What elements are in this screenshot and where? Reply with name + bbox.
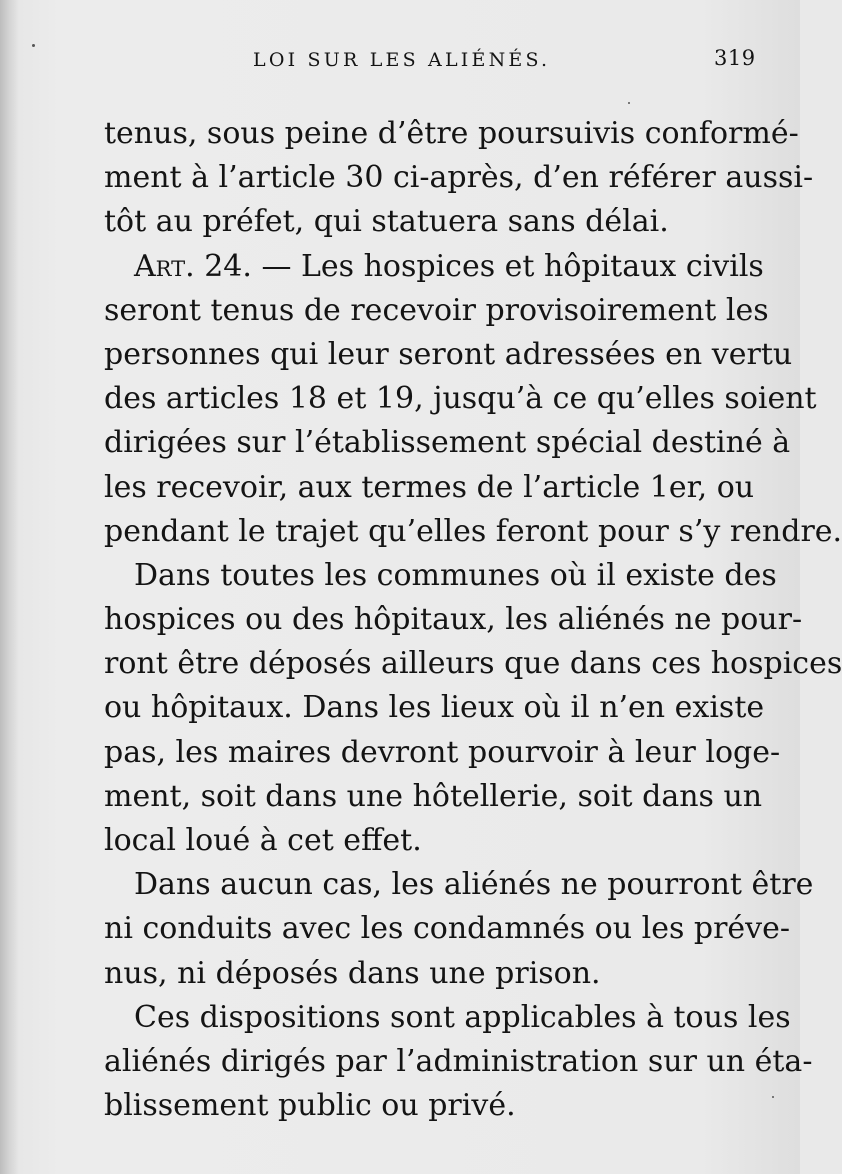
text-line: les recevoir, aux termes de l’article 1er, ou [104,469,755,505]
text-line: ment à l’article 30 ci-après, d’en référer aussi- [104,160,814,196]
paper-speck [628,102,630,104]
text-line: aliénés dirigés par l’administration sur un éta- [104,1043,813,1079]
paper-speck [32,44,35,47]
article-heading-text: 24. — Les hospices et hôpitaux civils [194,248,764,284]
running-title: LOI SUR LES ALIÉNÉS. [253,49,551,71]
text-line: Dans aucun cas, les aliénés ne pourront être [134,867,814,903]
text-line: des articles 18 et 19, jusqu’à ce qu’elles soient [104,381,817,417]
text-line: ou hôpitaux. Dans les lieux où il n’en existe [104,690,765,726]
text-line: pas, les maires devront pourvoir à leur loge- [104,734,781,770]
text-line: ront être déposés ailleurs que dans ces hospices [104,646,842,682]
page-number: 319 [714,46,756,70]
text-line: dirigées sur l’établissement spécial destiné à [104,425,791,461]
page-gutter-shadow [0,0,18,1174]
text-line: blissement public ou privé. [104,1088,516,1124]
text-line: ment, soit dans une hôtellerie, soit dans un [104,778,763,814]
text-line: Dans toutes les communes où il existe des [134,557,777,593]
text-line: tôt au préfet, qui statuera sans délai. [104,204,669,240]
page-text [104,112,842,1128]
article-label: Art. [134,248,195,284]
text-line: personnes qui leur seront adressées en vertu [104,336,793,372]
text-line: Ces dispositions sont applicables à tous les [134,999,791,1035]
article-heading-line [104,245,764,289]
text-line: ni conduits avec les condamnés ou les préve- [104,911,791,947]
text-line: nus, ni déposés dans une prison. [104,955,601,991]
text-line: seront tenus de recevoir provisoirement les [104,292,769,328]
text-line: hospices ou des hôpitaux, les aliénés ne pour- [104,602,803,638]
text-line: local loué à cet effet. [104,823,422,858]
text-line: pendant le trajet qu’elles feront pour s’y rendre. [104,513,842,549]
text-line: tenus, sous peine d’être poursuivis conformé- [104,116,799,151]
paper-speck [772,1096,774,1098]
